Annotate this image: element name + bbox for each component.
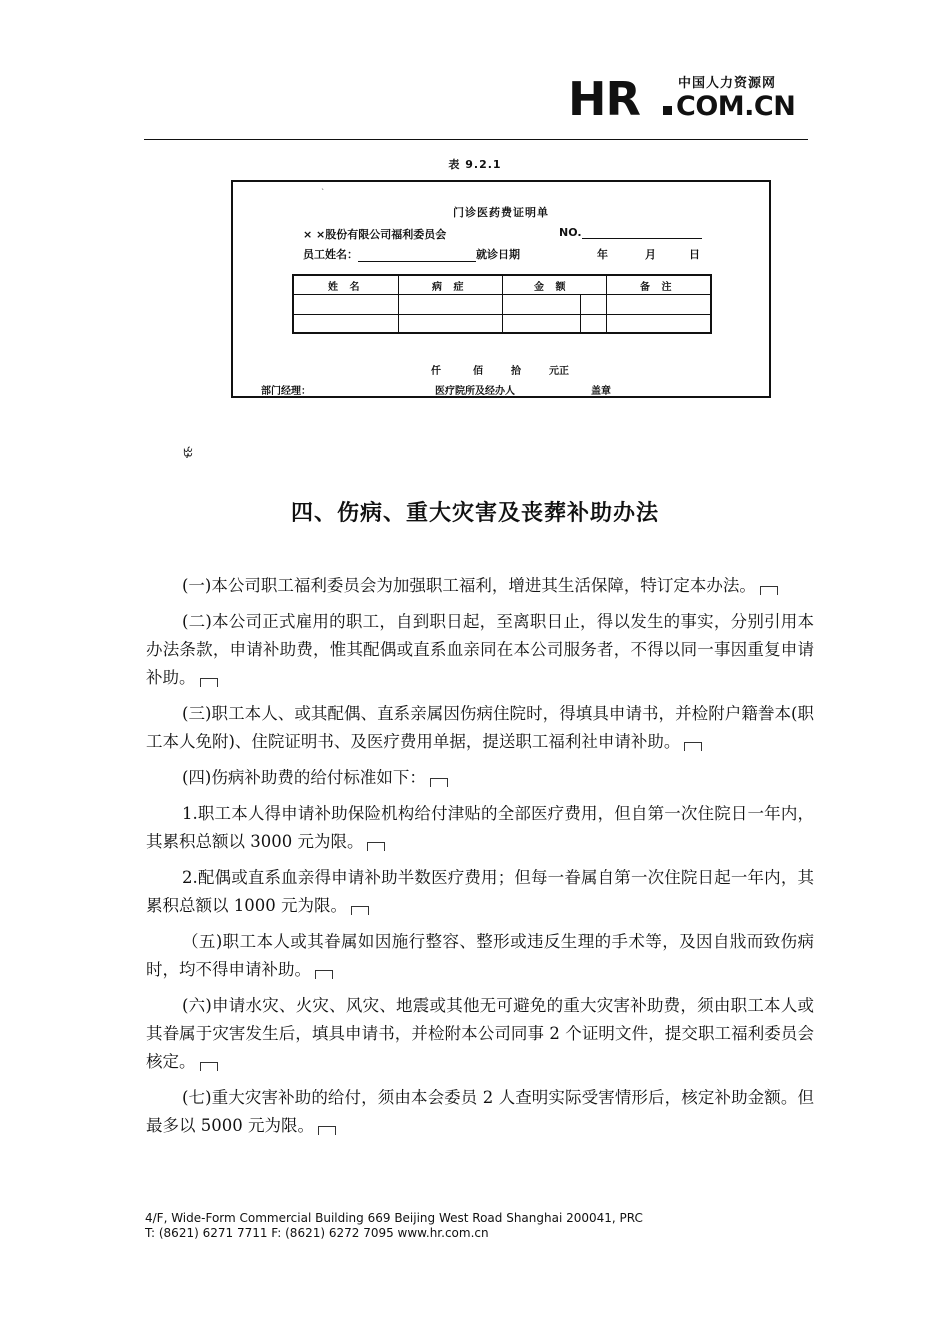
form-caption: 表 9.2.1 — [448, 158, 502, 171]
paragraph-mark — [200, 678, 218, 687]
footer-contact: T: (8621) 6271 7711 F: (8621) 6272 7095 www.hr.com.cn — [145, 1226, 489, 1240]
paragraph — [146, 928, 814, 984]
form-no-blank — [582, 227, 702, 239]
logo-chinese-text: 中国人力资源网 — [678, 76, 777, 91]
form-seal-label: 盖章 — [591, 386, 611, 397]
paragraph-mark — [318, 1126, 336, 1135]
form-table-divider — [580, 294, 581, 332]
paragraph-mark — [684, 742, 702, 751]
form-tick-mark: ˋ — [321, 188, 325, 197]
paragraph-text: (四)伤病补助费的给付标准如下： — [182, 768, 426, 787]
paragraph-mark — [315, 970, 333, 979]
form-no-line — [559, 226, 702, 239]
form-col-illness: 病 症 — [432, 282, 468, 293]
paragraph-text: (六)申请水灾、火灾、风灾、地震或其他无可避免的重大灾害补助费，须由职工本人或其眷属于灾害发生后，填具申请书，并检附本公司同事 2 个证明文件，提交职工福利委员会核定。 — [146, 996, 814, 1071]
paragraph-text: (七)重大灾害补助的给付，须由本会委员 2 人查明实际受害情形后，核定补助金额。但最多以 5000 元为限。 — [146, 1088, 814, 1135]
form-employee-label: 员工姓名： — [303, 248, 358, 261]
paragraph — [146, 992, 814, 1076]
paragraph-text: (二)本公司正式雇用的职工，自到职日起，至离职日止，得以发生的事实，分别引用本办法条款，申请补助费，惟其配偶或直系血亲同在本公司服务者，不得以同一事因重复申请补助。 — [146, 612, 814, 687]
form-hundred: 佰 — [473, 366, 483, 377]
paragraph-text: (三)职工本人、或其配偶、直系亲属因伤病住院时，得填具申请书，并检附户籍誊本(职工本人免附)、住院证明书、及医疗费用单据，提送职工福利社申请补助。 — [146, 704, 814, 751]
form-company-line — [303, 226, 446, 242]
form-employee-blank — [358, 250, 476, 262]
footer-address: 4/F, Wide-Form Commercial Building 669 Beijing West Road Shanghai 200041, PRC — [145, 1211, 643, 1225]
form-table — [292, 274, 712, 334]
form-no-label: NO. — [559, 226, 582, 239]
paragraph-mark — [367, 842, 385, 851]
section-heading: 四、伤病、重大灾害及丧葬补助办法 — [290, 501, 659, 526]
paragraph-text: （五)职工本人或其眷属如因施行整容、整形或违反生理的手术等，及因自戕而致伤病时，均不得申请补助。 — [146, 932, 814, 979]
form-thousand: 仟 — [431, 366, 441, 377]
logo-hr-text: HR — [568, 72, 640, 126]
logo-domain-text: COM.CN — [676, 91, 796, 122]
paragraph — [146, 608, 814, 692]
form-company-label: × ×股份有限公司福利委员会 — [303, 228, 447, 241]
paragraph — [146, 700, 814, 756]
form-hospital-label: 医疗院所及经办人 — [435, 386, 515, 397]
form-day-label: 日 — [689, 248, 700, 261]
form-manager-label: 部门经理： — [261, 386, 311, 397]
form-title: 门诊医药费证明单 — [453, 206, 549, 219]
form-employee-line — [303, 246, 520, 262]
form-ten: 拾 — [511, 366, 521, 377]
paragraph-text: 2.配偶或直系血亲得申请补助半数医疗费用；但每一眷属自第一次住院日起一年内，其累积总额以 1000 元为限。 — [146, 868, 814, 915]
document-body — [146, 572, 814, 1148]
clinic-expense-form — [231, 180, 771, 398]
logo-dot — [663, 106, 672, 115]
header-divider — [144, 139, 808, 140]
paragraph — [146, 1084, 814, 1140]
form-table-divider — [502, 276, 503, 332]
paragraph-mark — [760, 586, 778, 595]
paragraph — [146, 864, 814, 920]
form-col-amount: 金 额 — [534, 282, 570, 293]
form-yuan: 元正 — [549, 366, 569, 377]
page-footer — [145, 1211, 643, 1241]
paragraph-mark — [200, 1062, 218, 1071]
paragraph — [146, 572, 814, 600]
form-col-name: 姓 名 — [328, 282, 364, 293]
form-table-divider — [606, 276, 607, 332]
paragraph — [146, 764, 814, 792]
form-month-label: 月 — [645, 248, 656, 261]
form-year-label: 年 — [597, 248, 608, 261]
form-visit-date-label: 就诊日期 — [476, 248, 520, 261]
paragraph-mark — [430, 778, 448, 787]
paragraph — [146, 800, 814, 856]
anchor-mark: ꔲ — [183, 446, 194, 461]
form-col-remarks: 备 注 — [640, 282, 676, 293]
paragraph-text: (一)本公司职工福利委员会为加强职工福利，增进其生活保障，特订定本办法。 — [182, 576, 756, 595]
hr-logo — [568, 72, 798, 128]
paragraph-mark — [351, 906, 369, 915]
form-table-divider — [398, 276, 399, 332]
paragraph-text: 1.职工本人得申请补助保险机构给付津贴的全部医疗费用，但自第一次住院日一年内，其累积总额以 3000 元为限。 — [146, 804, 814, 851]
